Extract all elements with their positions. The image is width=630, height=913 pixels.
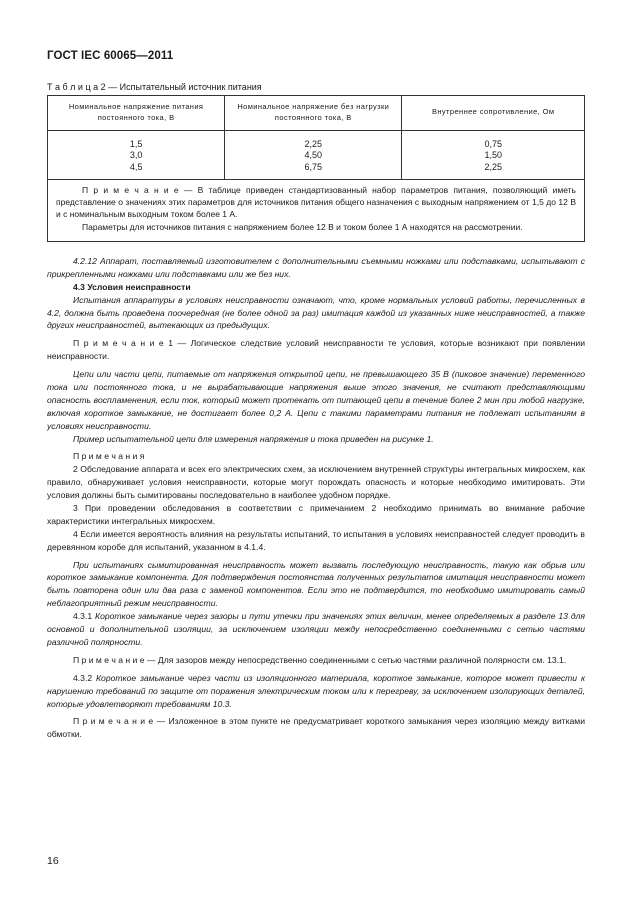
note-1 xyxy=(47,337,585,363)
paragraph-fault-conditions: Испытания аппаратуры в условиях неисправности означают, что, кроме нормальных условий работы, перечисленных в 4.2, должна быть проведена поочередная (не более одной за раз) имитация каждой из указанных ниже неисправностей, а также других неисправностей, вытекающих из предыдущих. xyxy=(47,294,585,331)
clause-4-3-1-text: Короткое замыкание через зазоры и пути утечки при значениях этих величин, менее определяемых в разделе 13 для основной и дополнительной изоляции, за исключением изоляции между непосредственно соединенными с сетью частями различной полярности. xyxy=(47,611,586,647)
note-4-3-1-label: П р и м е ч а н и е xyxy=(73,654,145,665)
note-1-label: П р и м е ч а н и е 1 xyxy=(73,338,173,349)
page-number: 16 xyxy=(47,855,59,867)
notes-label: П р и м е ч а н и я xyxy=(73,451,145,462)
table-cell-no-load-voltage xyxy=(225,131,402,180)
table-value: 2,25 xyxy=(484,161,502,172)
table-caption-text: 2 — Испытательный источник питания xyxy=(100,82,262,92)
note-4-3-2-text: — Изложенное в этом пункте не предусматривает короткого замыкания через изоляцию между витками обмотки. xyxy=(47,716,586,740)
section-heading-4-3: 4.3 Условия неисправности xyxy=(73,281,191,292)
clause-4-3-1 xyxy=(47,610,585,649)
table-caption-label: Т а б л и ц а xyxy=(47,82,99,92)
column-header-internal-resistance: Внутреннее сопротивление, Ом xyxy=(402,96,585,131)
clause-4-3-2-text: Короткое замыкание через части из изоляционного материала, короткое замыкание, которое может привести к нарушению требований по защите от поражения электрическим током или к перегреву, за исключением изолирующих деталей, которые удовлетворяют требованиям 10.3. xyxy=(47,672,585,709)
table-note-label: П р и м е ч а н и е xyxy=(82,184,179,195)
table-caption xyxy=(47,82,262,92)
table-row xyxy=(48,131,585,180)
note-4-3-1 xyxy=(47,654,585,667)
clause-4-3-1-number: 4.3.1 xyxy=(73,611,93,622)
document-body xyxy=(47,255,585,741)
note-4-3-1-text: — Для зазоров между непосредственно соединенными с сетью частями различной полярности см. 13.1. xyxy=(146,654,567,665)
clause-4-2-12 xyxy=(47,255,585,281)
note-4-3-2 xyxy=(47,715,585,741)
table-value: 2,25 xyxy=(304,139,323,149)
note-2: 2 Обследование аппарата и всех его электрических схем, за исключением внутренней структуры интегральных микросхем, как правило, обнаруживает условия неисправности, которые могут порождать опасность и которые необходимо имитировать. Эти условия должны быть сымитированы последовательно в наиболее удобном порядке. xyxy=(47,464,585,501)
clause-4-3-2-number: 4.3.2 xyxy=(73,672,93,683)
column-header-nominal-voltage: Номинальное напряжение питания постоянного тока, В xyxy=(48,96,225,131)
table-value: 3,0 xyxy=(129,150,143,161)
table-value: 4,5 xyxy=(129,161,143,172)
table-value: 6,75 xyxy=(304,161,323,172)
note-3: 3 При проведении обследования в соответствии с примечанием 2 необходимо принимать во внимание рабочие характеристики интегральных микросхем. xyxy=(47,503,585,526)
table-value: 1,50 xyxy=(484,150,502,161)
table-note-paragraph xyxy=(56,184,576,221)
note-4-3-2-label: П р и м е ч а н и е xyxy=(73,716,154,727)
table-value: 0,75 xyxy=(484,139,502,149)
paragraph-circuits: Цепи или части цепи, питаемые от напряжения открытой цепи, не превышающего 35 В (пиковое значение) переменного тока или постоянного тока, и не вырабатывающие напряжения выше этого значения, не считают представляющими опасность воспламенения, если ток, который может протекать от питающей цепи в течение более 2 мин при любой нагрузке, включая короткое замыкание, не достигает более 0,2 А. Цепи с такими параметрами питания не подлежат испытаниям в условиях неисправности. xyxy=(47,369,585,431)
column-header-no-load-voltage: Номинальное напряжение без нагрузки постоянного тока, В xyxy=(225,96,402,131)
note-4: 4 Если имеется вероятность влияния на результаты испытаний, то испытания в условиях неисправностей следует проводить в деревянном коробе для испытаний, указанном в 4.1.4. xyxy=(47,528,585,552)
table-cell-nominal-voltage xyxy=(48,131,225,180)
clause-4-3-2 xyxy=(47,672,585,711)
table-value: 1,5 xyxy=(129,139,143,149)
note-1-text: — Логическое следствие условий неисправности те условия, которые возникают при появлении неисправности. xyxy=(47,338,586,362)
paragraph-test-circuit-example: Пример испытательной цепи для измерения напряжения и тока приведен на рисунке 1. xyxy=(73,433,434,444)
clause-4-2-12-text: 4.2.12 Аппарат, поставляемый изготовителем с дополнительными съемными ножками или подставками, испытывают с прикрепленными ножками или подставками или же без них. xyxy=(47,256,585,279)
table-note-cell xyxy=(48,179,585,241)
table-header-row xyxy=(48,96,585,131)
table-cell-internal-resistance xyxy=(402,131,585,180)
test-power-source-table xyxy=(47,95,585,242)
document-code-header: ГОСТ IEC 60065—2011 xyxy=(47,50,174,62)
table-note-text: — В таблице приведен стандартизованный набор параметров питания, позволяющий иметь представление о значениях этих параметров для источников питания общего назначения с выходным напряжением от 1,5 до 12 В и с номинальным выходным током более 1 А. xyxy=(56,184,576,220)
table-note-row xyxy=(48,179,585,241)
paragraph-simulated-fault: При испытаниях сымитированная неисправность может вызвать последующую неисправность, такую как обрыв или короткое замыкание компонента. Для подтверждения постоянства полученных результатов имитация неисправности может быть повторена один или два раза с заменой компонентов. Если это не подтвердится, то необходимо имитировать самый неблагоприятный режим неисправности. xyxy=(47,559,585,609)
table-note-paragraph-2: Параметры для источников питания с напряжением более 12 В и током более 1 А находятся на рассмотрении. xyxy=(82,221,523,232)
table-value: 4,50 xyxy=(304,150,323,161)
